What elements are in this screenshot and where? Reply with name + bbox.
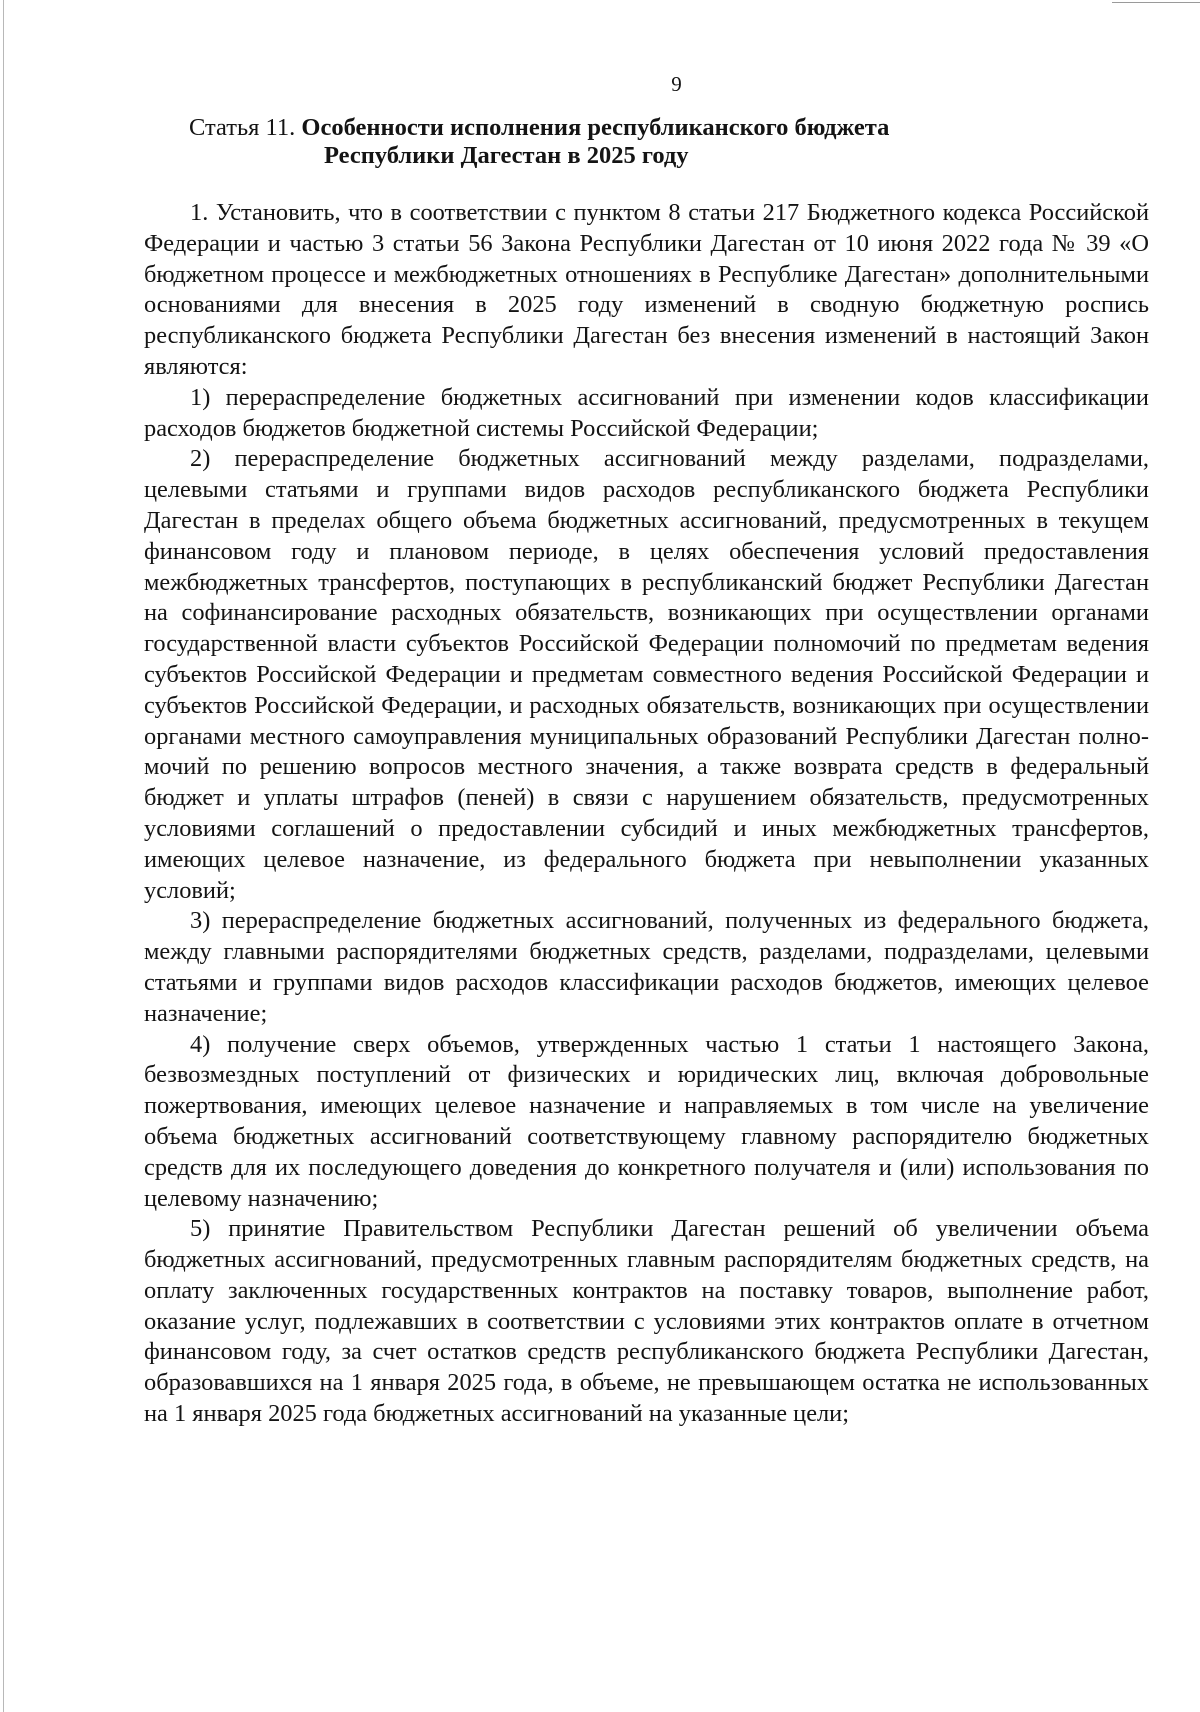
- document-page: [144, 70, 1149, 1430]
- article-body: [144, 198, 1149, 1430]
- scan-edge-top: [1112, 2, 1200, 3]
- article-label: Статья 11.: [189, 114, 296, 141]
- paragraph-item-4: 4) получение сверх объемов, утвержденных частью 1 статьи 1 настоящего Закона, безвозмездных поступлений от физических и юридических лиц, включая добровольные пожертвования, имеющих целевое назначение и направляемых в том числе на увеличение объема бюджетных ассигнований соответствующему главному распорядителю бюджетных средств для их последующего доведения до конкретного получателя и (или) использования по целевому назначению;: [144, 1030, 1149, 1212]
- paragraph-item-2: 2) перераспределение бюджетных ассигнований между разделами, подразделами, целевыми статьями и группами видов расходов республиканского бюджета Республики Дагестан в пределах общего объема бюджетных ассигнований, предусмотренных в текущем финансовом году и плановом периоде, в целях обеспечения условий предоставления межбюджетных трансфертов, поступающих в республиканский бюджет Республики Дагестан на софинансирование расходных обязательств, возникающих при осуществлении органами государственной власти субъектов Российской Федерации полномочий по предметам ведения субъектов Российской Федерации и предметам совместного ведения Российской Федерации и субъектов Российской Федерации, и расходных обязательств, возникающих при осуществлении органами местного самоуправления муниципальных образований Республики Дагестан полномочий по решению вопросов местного значения, а также возврата средств в федеральный бюджет и уплаты штрафов (пеней) в связи с нарушением обязательств, предусмотренных условиями соглашений о предоставлении субсидий и иных межбюджетных трансфертов, имеющих целевое назначение, из федерального бюджета при невыполнении указанных условий;: [144, 445, 1149, 904]
- scan-edge-left: [3, 0, 4, 1712]
- paragraph-item-3: 3) перераспределение бюджетных ассигнований, полученных из федерального бюджета, между главными распорядителями бюджетных средств, разделами, подразделами, целевыми статьями и группами видов расходов классификации расходов бюджетов, имеющих целевое назначение;: [144, 907, 1149, 1027]
- paragraph-1: 1. Установить, что в соответствии с пунктом 8 статьи 217 Бюджетного кодекса Российской Федерации и частью 3 статьи 56 Закона Республики Дагестан от 10 июня 2022 года № 39 «О бюджетном процессе и межбюджетных отношениях в Республике Дагестан» дополнительными основаниями для внесения в 2025 году изменений в сводную бюджетную роспись республиканского бюджета Республики Дагестан без внесения изменений в настоящий Закон являются:: [144, 199, 1149, 380]
- article-heading: [189, 114, 1149, 170]
- page-number: 9: [671, 72, 682, 96]
- paragraph-item-5: 5) принятие Правительством Республики Дагестан решений об увеличении объема бюджетных ассигнований, предусмотренных главным распорядителям бюджетных средств, на оплату заключенных государственных контрактов на поставку товаров, выполнение работ, оказание услуг, подлежавших в соответствии с условиями этих контрактов оплате в отчетном финансовом году, за счет остатков средств республиканского бюджета Республики Дагестан, образовавшихся на 1 января 2025 года, в объеме, не превышающем остатка не использованных на 1 января 2025 года бюджетных ассигнований на указанные цели;: [144, 1215, 1149, 1428]
- article-title-line1: Особенности исполнения республиканского бюджета: [301, 114, 890, 141]
- paragraph-item-1: 1) перераспределение бюджетных ассигнований при изменении кодов классификации расходов бюджетов бюджетной системы Российской Федерации;: [144, 383, 1149, 442]
- article-title-line2: Республики Дагестан в 2025 году: [324, 142, 689, 169]
